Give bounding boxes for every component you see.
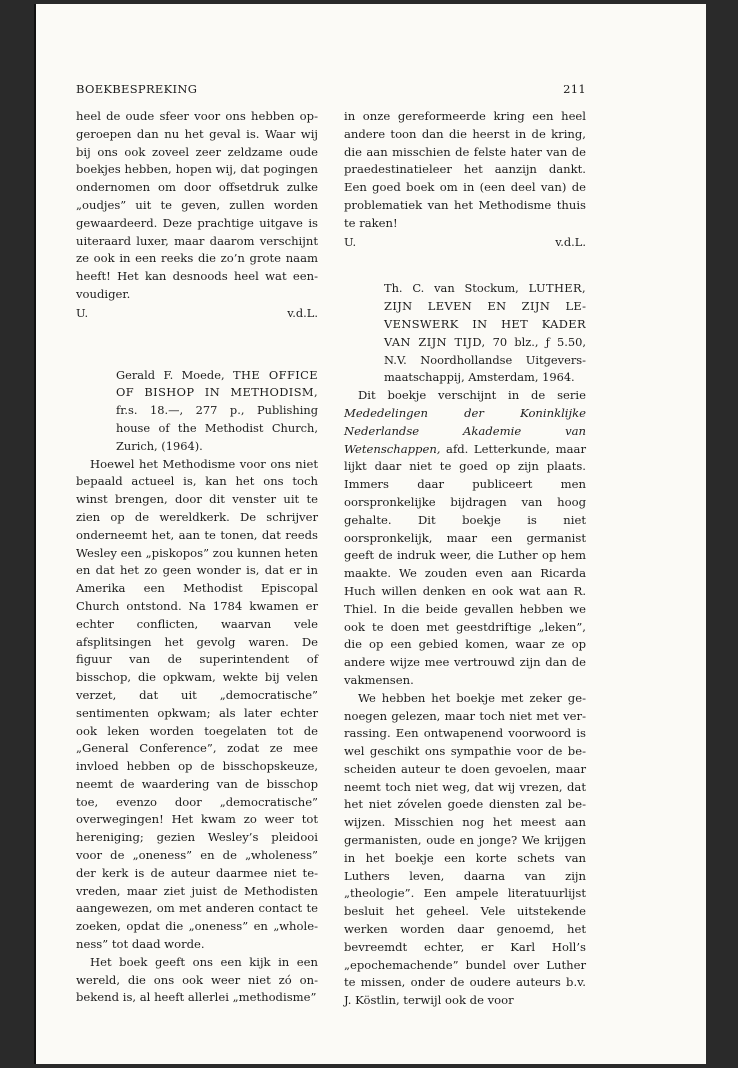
page-number: 211: [563, 82, 586, 96]
review1-body: heel de oude sfeer voor ons hebben opgeroepen dan nu het geval is. Waar wij bij ons ook zoveel zeer zeldzame oude boekjes hebben, hopen wij, dat pogingen ondernomen om door offsetdruk zulke „oudjes” uit te geven, zullen worden gewaardeerd. Deze prachtige uitgave is uiteraard luxer, maar daarom verschijnt ze ook in een reeks die zo’n grote naam heeft! Het kan desnoods heel wat eenvoudiger.: [76, 109, 318, 301]
right-column: [344, 108, 586, 1010]
review3-title: LUTHER, ZIJN LEVEN EN ZIJN LEVENSWERK IN HET KADER VAN ZIJN TIJD,: [384, 281, 587, 349]
review3-publication: 70 blz., ƒ 5.50, N.V. Noordhollandse Uitgeversmaatschappij, Amsterdam, 1964.: [384, 334, 586, 385]
review2-sig-name: v.d.L.: [555, 234, 586, 249]
review3-author: Th. C. van Stockum,: [384, 281, 519, 296]
review2-title: THE OFFICE OF BISHOP IN METHODISM,: [116, 367, 318, 400]
review2-publication: fr.s. 18.—, 277 p., Publishing house of the Methodist Church, Zurich, (1964).: [116, 403, 318, 453]
review1-sig-initial: U.: [76, 305, 89, 320]
review2-signature: [344, 234, 586, 252]
review3-p1-start: Dit boekje verschijnt in de serie: [358, 388, 586, 403]
running-head: BOEKBESPREKING: [76, 82, 198, 96]
review3-p1-rest: afd. Letterkunde, maar lijkt daar niet te goed op zijn plaats. Immers daar publiceert men oorspronkelijke bijdragen van hoog gehalte. Dit boekje is niet oorspronkelijk, maar een germanist geeft de indruk weer, die Luther op hem maakte. We zouden even aan Ricarda Huch willen denken en ook wat aan R. Thiel. In die beide gevallen hebben we ook te doen met geestdriftige „leken”, die op een gebied komen, waar ze op andere wijze mee vertrouwd zijn dan de vakmensen.: [344, 441, 587, 687]
review2-citation: [116, 367, 318, 456]
review2-author: Gerald F. Moede,: [116, 367, 225, 382]
review3-paragraph-2: We hebben het boekje met zeker genoegen gelezen, maar toch niet met verrassing. Een ontwapenend voorwoord is wel geschikt ons sympathie voor de bescheiden auteur te doen gevoelen, maar neemt toch niet weg, dat wij vrezen, dat het niet zóvelen goede diensten zal bewijzen. Misschien nog het meest aan germanisten, oude en jonge? We krijgen in het boekje een korte schets van Luthers leven, daarna van zijn „theologie”. Een ampele literatuurlijst besluit het geheel. Vele uitstekende werken worden daar genoemd, het bevreemdt echter, er Karl Holl’s „epochemachende” bundel over Luther te missen, onder de oudere auteurs b.v. J. Köstlin, terwijl ook de voor: [344, 690, 586, 1008]
review3-series-name: Mededelingen der Koninklijke Nederlandse Akademie van Wetenschappen,: [344, 405, 586, 456]
review3-citation: [384, 280, 586, 387]
review2-sig-initial: U.: [344, 234, 357, 249]
page-edge: [34, 4, 36, 1064]
review1-sig-name: v.d.L.: [287, 305, 318, 320]
left-column: [76, 108, 318, 1007]
review2-paragraph-1: Hoewel het Methodisme voor ons niet bepaald actueel is, kan het ons toch winst brengen, door dit venster uit te zien op de wereldkerk. De schrijver onderneemt het, aan te tonen, dat reeds Wesley een „piskopos” zou kunnen heten en dat het zo geen wonder is, dat er in Amerika een Methodist Episcopal Church ontstond. Na 1784 kwamen er echter conflicten, waarvan vele afsplitsingen het gevolg waren. De figuur van de superintendent of bisschop, die opkwam, wekte bij velen verzet, dat uit „democratische” sentimenten opkwam; als later echter ook leken worden toegelaten tot de „General Conference”, zodat ze mee invloed hebben op de bisschopskeuze, neemt de waardering van de bisschop toe, evenzo door „democratische” overwegingen! Het kwam zo weer tot hereniging; gezien Wesley’s pleidooi voor de „oneness” en de „wholeness” der kerk is de auteur daarmee niet tevreden, maar ziet juist de Methodisten aangewezen, om met anderen contact te zoeken, opdat die „oneness” en „wholeness” tot daad worde.: [76, 456, 318, 952]
review1-signature: [76, 305, 318, 323]
review2-paragraph-2-cont: in onze gereformeerde kring een heel andere toon dan die heerst in de kring, die aan misschien de felste hater van de praedestinatieleer het aanzijn dankt. Een goed boek om in (een deel van) de problematiek van het Methodisme thuis te raken!: [344, 109, 586, 230]
review3-paragraph-1: [344, 387, 586, 690]
review2-paragraph-2: Het boek geeft ons een kijk in een wereld, die ons ook weer niet zó onbekend is, al heeft allerlei „methodisme”: [76, 954, 318, 1005]
